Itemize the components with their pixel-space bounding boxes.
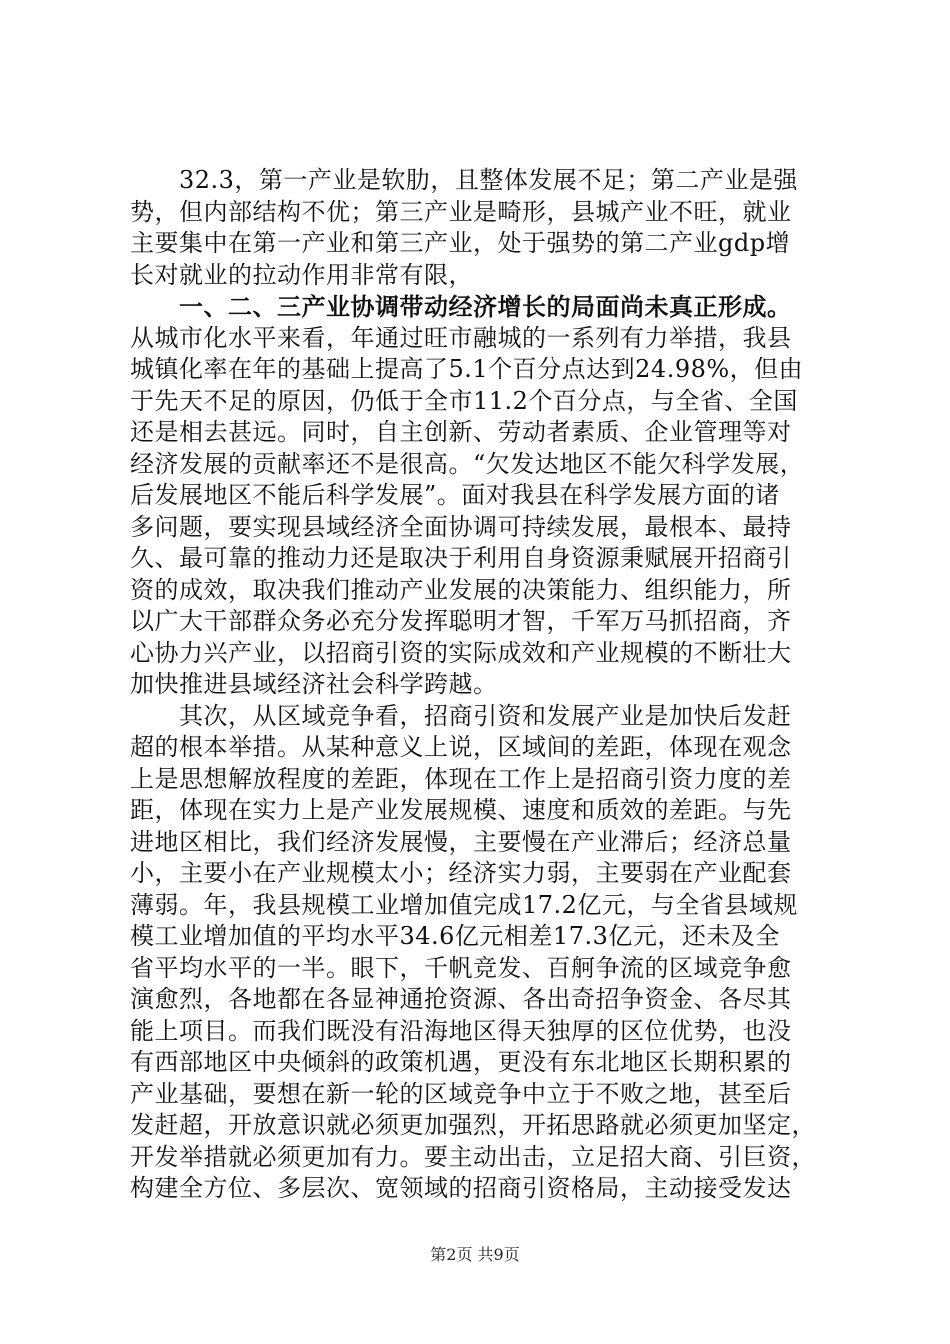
- body-text-line: 小，主要小在产业规模太小；经济实力弱，主要弱在产业配套: [130, 859, 792, 887]
- body-text-line: 心协力兴产业，以招商引资的实际成效和产业规模的不断壮大: [130, 638, 792, 667]
- body-text-line: 超的根本举措。从某种意义上说，区域间的差距，体现在观念: [130, 733, 792, 761]
- body-text-line: 省平均水平的一半。眼下，千帆竞发、百舸争流的区域竞争愈: [130, 953, 792, 982]
- body-text-line: 能上项目。而我们既没有沿海地区得天独厚的区位优势，也没: [130, 1016, 792, 1045]
- body-text-line: 模工业增加值的平均水平34.6亿元相差17.3亿元，还未及全: [130, 922, 780, 950]
- body-text-line: 32.3，第一产业是软肋，且整体发展不足；第二产业是强: [130, 166, 798, 194]
- body-text-line: 开发举措就必须更加有力。要主动出击，立足招大商、引巨资，: [130, 1142, 816, 1171]
- body-text-line: 构建全方位、多层次、宽领域的招商引资格局，主动接受发达: [130, 1174, 792, 1202]
- body-text-line: 资的成效，取决我们推动产业发展的决策能力、组织能力，所: [130, 575, 792, 604]
- body-text-line: 城镇化率在年的基础上提高了5.1个百分点达到24.98%，但由: [130, 355, 804, 383]
- body-text-line: 薄弱。年，我县规模工业增加值完成17.2亿元，与全省县域规: [130, 890, 798, 919]
- body-text-line: 以广大干部群众务必充分发挥聪明才智，千军万马抓招商，齐: [130, 607, 792, 635]
- body-text-line: 发赶超，开放意识就必须更加强烈，开拓思路就必须更加坚定，: [130, 1111, 816, 1139]
- body-text-line: 主要集中在第一产业和第三产业，处于强势的第二产业gdp增: [130, 229, 791, 257]
- page-number-footer: 第2页 共9页: [430, 1245, 520, 1264]
- body-text-line: 距，体现在实力上是产业发展规模、速度和质效的差距。与先: [130, 796, 792, 824]
- body-text-line: 长对就业的拉动作用非常有限，: [130, 260, 473, 289]
- bold-heading-line: 一、二、三产业协调带动经济增长的局面尚未真正形成。: [130, 292, 792, 321]
- body-text-line: 久、最可靠的推动力还是取决于利用自身资源秉赋展开招商引: [130, 544, 792, 572]
- body-text-line: 产业基础，要想在新一轮的区域竞争中立于不败之地，甚至后: [130, 1079, 792, 1108]
- body-text-line: 进地区相比，我们经济发展慢，主要慢在产业滞后；经济总量: [130, 827, 792, 856]
- body-text-line: 从城市化水平来看，年通过旺市融城的一系列有力举措，我县: [130, 323, 792, 352]
- body-text-line: 于先天不足的原因，仍低于全市11.2个百分点，与全省、全国: [130, 386, 798, 415]
- body-text-line: 后发展地区不能后科学发展”。面对我县在科学发展方面的诸: [130, 481, 780, 509]
- body-text-line: 多问题，要实现县域经济全面协调可持续发展，最根本、最持: [130, 512, 792, 541]
- body-text-line: 还是相去甚远。同时，自主创新、劳动者素质、企业管理等对: [130, 418, 792, 446]
- body-text-line: 经济发展的贡献率还不是很高。“欠发达地区不能欠科学发展，: [130, 449, 805, 478]
- body-text-line: 其次，从区域竞争看，招商引资和发展产业是加快后发赶: [130, 701, 792, 730]
- body-text-line: 势，但内部结构不优；第三产业是畸形，县城产业不旺，就业: [130, 197, 792, 226]
- body-text-line: 加快推进县域经济社会科学跨越。: [130, 670, 498, 698]
- body-text-line: 有西部地区中央倾斜的政策机遇，更没有东北地区长期积累的: [130, 1048, 792, 1076]
- body-text-line: 演愈烈，各地都在各显神通抢资源、各出奇招争资金、各尽其: [130, 985, 792, 1013]
- body-text-line: 上是思想解放程度的差距，体现在工作上是招商引资力度的差: [130, 764, 792, 793]
